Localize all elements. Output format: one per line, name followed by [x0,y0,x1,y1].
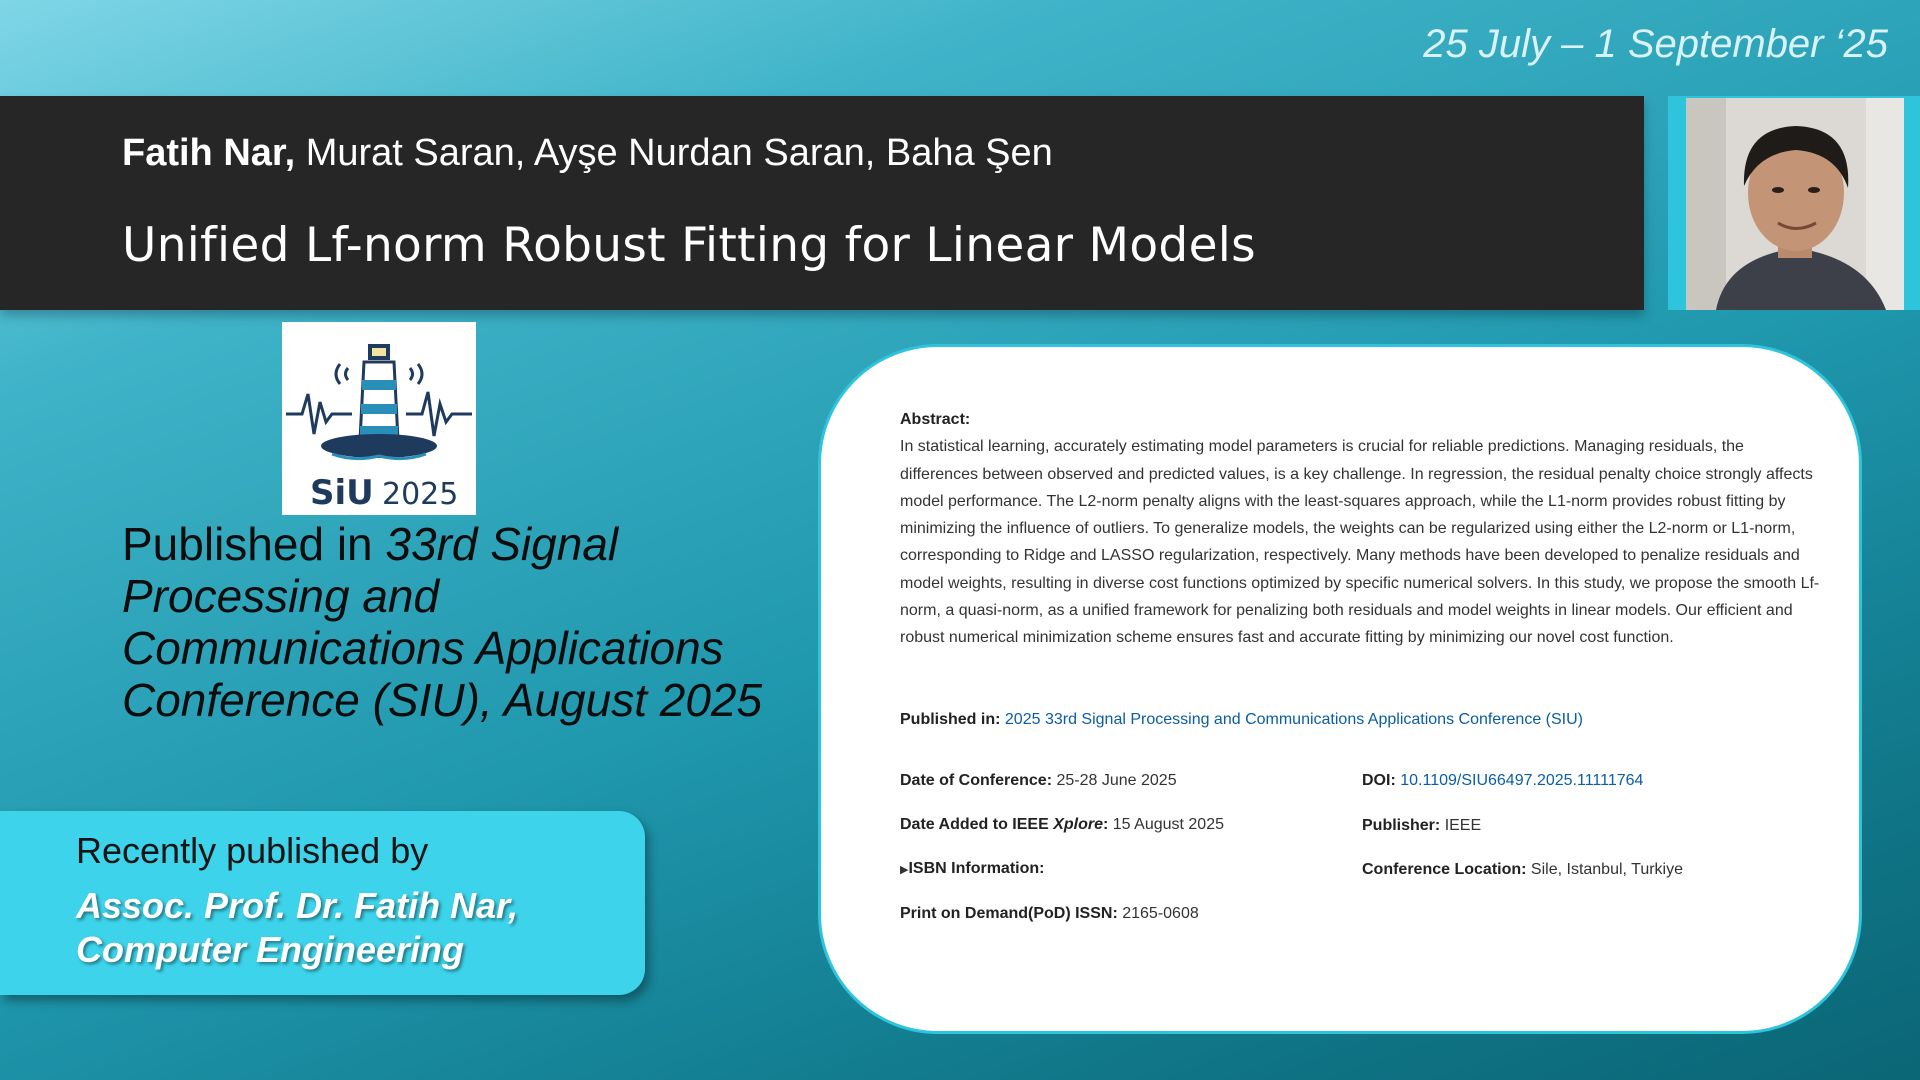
date-of-conference-value: 25-28 June 2025 [1056,772,1177,789]
published-in-prefix: Published in [122,518,386,570]
date-range: 25 July – 1 September ‘25 [1423,22,1888,66]
date-added-row [900,816,1224,834]
publisher-label: Publisher: [1362,817,1441,834]
logo-siu-text: SiU [310,473,374,513]
header-band [0,96,1644,310]
recently-published-author [76,884,636,972]
author-department: Computer Engineering [76,929,465,970]
published-in-label: Published in: [900,711,1001,728]
first-author: Fatih Nar, [122,132,296,174]
published-in-link[interactable]: 2025 33rd Signal Processing and Communications Applications Conference (SIU) [1004,711,1583,728]
siu-2025-logo [282,322,476,515]
doi-link[interactable]: 10.1109/SIU66497.2025.11111764 [1400,772,1644,789]
pod-issn-row [900,905,1199,923]
recently-published-label: Recently published by [76,830,429,871]
publisher-value: IEEE [1444,817,1482,834]
publisher-row [1362,817,1481,835]
author-photo [1686,98,1904,310]
published-in-row [900,711,1583,729]
date-added-label: Date Added to IEEE Xplore: [900,816,1109,833]
pod-issn-label: Print on Demand(PoD) ISSN: [900,905,1118,922]
pod-issn-value: 2165-0608 [1122,905,1199,922]
date-of-conference-row [900,772,1177,790]
abstract-block [900,406,1820,652]
conference-location-label: Conference Location: [1362,861,1527,878]
paper-title: Unified Lf-norm Robust Fitting for Linear Models [122,218,1256,273]
expand-triangle-icon[interactable]: ▶ [900,864,909,876]
abstract-label: Abstract: [900,411,971,428]
published-in-statement [122,518,782,726]
date-of-conference-label: Date of Conference: [900,772,1053,789]
co-authors: Murat Saran, Ayşe Nurdan Saran, Baha Şen [295,132,1053,174]
author-title-name: Assoc. Prof. Dr. Fatih Nar, [76,885,519,926]
isbn-label[interactable]: ISBN Information: [908,860,1045,877]
conference-location-value: Sile, Istanbul, Turkiye [1530,861,1683,878]
abstract-text: In statistical learning, accurately estimating model parameters is crucial for reliable predictions. Managing residuals, the differences between observed and predicted values, is a key challenge. In regression, the residual penalty choice strongly affects model performance. The L2-norm penalty aligns with the least-squares approach, while the L1-norm provides robust fitting by minimizing the influence of outliers. To generalize models, the weights can be regularized using either the L2-norm or L1-norm, corresponding to Ridge and LASSO regularization, respectively. Many methods have been developed to penalize residuals and model weights, resulting in diverse cost functions optimized by specific numerical solvers. In this study, we propose the smooth Lf-norm, a quasi-norm, as a unified framework for penalizing both residuals and model weights in linear models. Our efficient and robust numerical minimization scheme ensures fast and accurate fitting by minimizing our novel cost function. [900,438,1820,647]
date-added-value: 15 August 2025 [1112,816,1224,833]
published-venue: 33rd Signal Processing and Communications Applications Conference (SIU), August 2025 [122,518,763,726]
doi-row [1362,772,1643,790]
logo-year-text: 2025 [382,477,459,512]
conference-location-row [1362,861,1683,879]
doi-label: DOI: [1362,772,1396,789]
isbn-row[interactable] [900,860,1044,878]
authors-line [122,132,1053,175]
